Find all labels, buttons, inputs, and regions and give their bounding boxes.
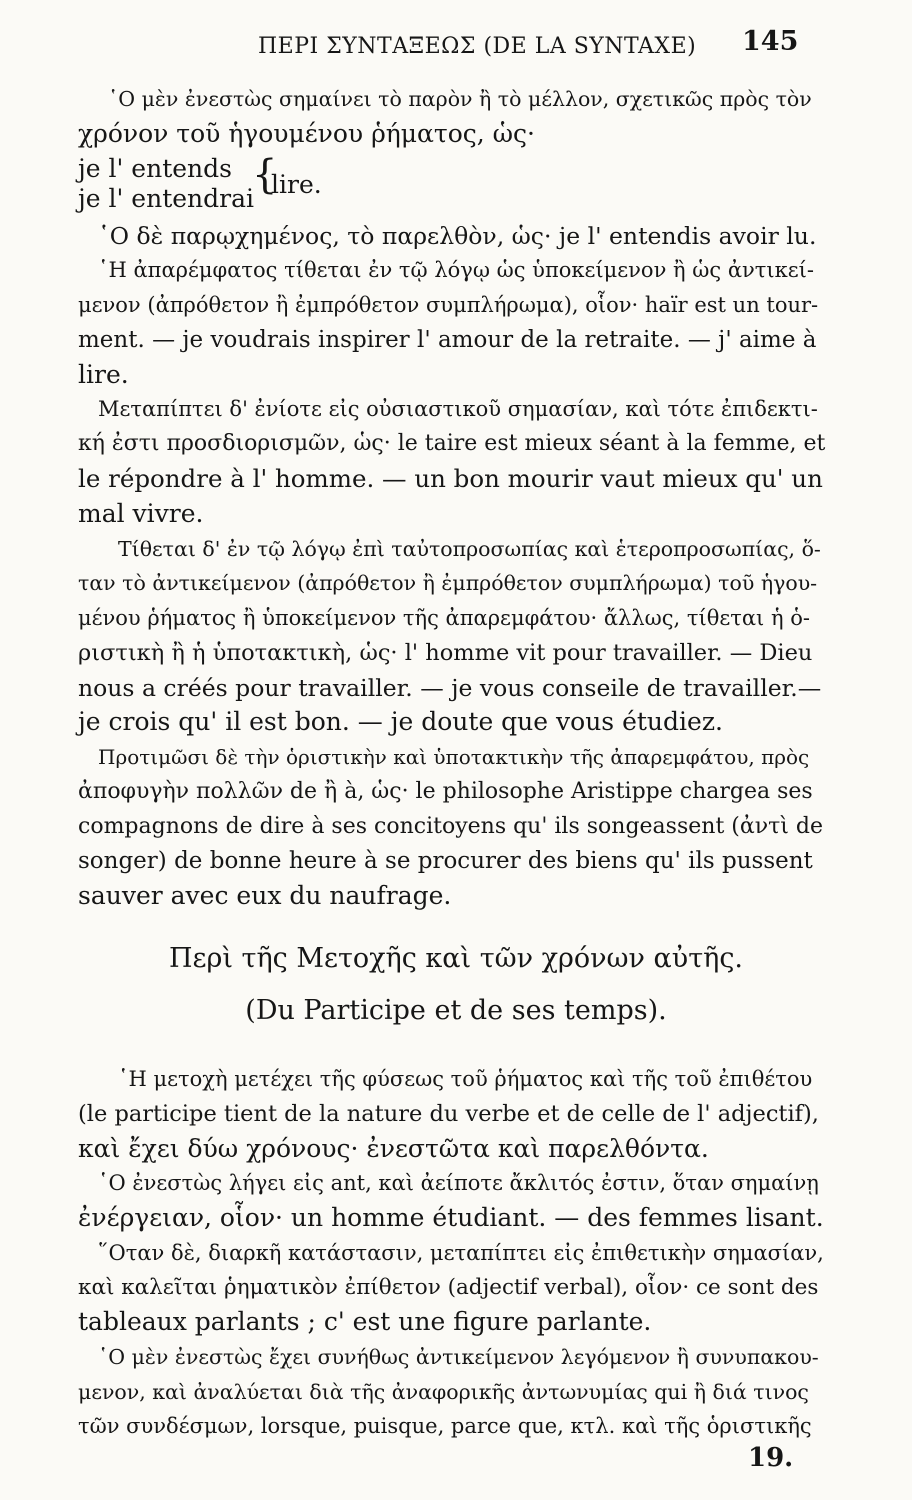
text-line: nous a créés pour travailler. — je vous conseile de travailler.— — [78, 674, 822, 702]
text-line: καὶ καλεῖται ῥηματικὸν ἐπίθετον (adjectif verbal), οἷον· ce sont des — [78, 1275, 819, 1300]
text-line: μενον, καὶ ἀναλύεται διὰ τῆς ἀναφορικῆς ἀντωνυμίας qui ἢ διά τινος — [78, 1380, 809, 1404]
text-line: τῶν συνδέσμων, lorsque, puisque, parce que, κτλ. καὶ τῆς ὁριστικῆς — [78, 1414, 812, 1438]
text-line: (le participe tient de la nature du verbe et de celle de l' adjectif), — [78, 1101, 819, 1127]
text-line: ἀποφυγὴν πολλῶν de ἢ à, ὡς· le philosophe Aristippe chargea ses — [78, 779, 813, 804]
text-line: je crois qu' il est bon. — je doute que vous étudiez. — [78, 707, 723, 736]
text-line: compagnons de dire à ses concitoyens qu' ils songeassent (ἀντὶ de — [78, 814, 823, 839]
text-line: ἐνέργειαν, οἷον· un homme étudiant. — des femmes lisant. — [78, 1203, 824, 1232]
text-line: ῾Ο ἐνεστὼς λήγει εἰς ant, καὶ ἀείποτε ἄκλιτός ἐστιν, ὅταν σημαίνῃ — [98, 1171, 819, 1195]
text-line: ῾Η μετοχὴ μετέχει τῆς φύσεως τοῦ ῥήματος καὶ τῆς τοῦ ἐπιθέτου — [118, 1067, 813, 1091]
text-line: Προτιμῶσι δὲ τὴν ὁριστικὴν καὶ ὑποτακτικὴν τῆς ἀπαρεμφάτου, πρὸς — [98, 745, 810, 769]
text-line: tableaux parlants ; c' est une figure parlante. — [78, 1307, 652, 1336]
text-line: ῾Ο μὲν ἐνεστὼς ἔχει συνήθως ἀντικείμενον λεγόμενον ἢ συνυπακου- — [98, 1345, 819, 1369]
text-line: κή ἐστι προσδιορισμῶν, ὡς· le taire est mieux séant à la femme, et — [78, 431, 826, 456]
section-heading-greek: Περὶ τῆς Μετοχῆς καὶ τῶν χρόνων αὐτῆς. — [168, 943, 744, 974]
example-line: je l' entendrai — [78, 184, 255, 213]
section-heading-french: (Du Participe et de ses temps). — [245, 995, 667, 1026]
brace-word: lire. — [271, 170, 322, 199]
text-line: ριστικὴ ἢ ἡ ὑποτακτικὴ, ὡς· l' homme vit pour travailler. — Dieu — [78, 640, 813, 666]
text-line: songer) de bonne heure à se procurer des biens qu' ils pussent — [78, 848, 813, 874]
text-line: mal vivre. — [78, 499, 204, 528]
running-header: ΠΕΡΙ ΣΥΝΤΑΞΕΩΣ (DE LA SYNTAXE) — [258, 34, 697, 59]
text-line: χρόνον τοῦ ἡγουμένου ῥήματος, ὡς· — [78, 119, 535, 148]
text-line: Μεταπίπτει δ' ἐνίοτε εἰς οὐσιαστικοῦ σημασίαν, καὶ τότε ἐπιδεκτι- — [98, 397, 818, 421]
page-number: 145 — [742, 26, 799, 57]
text-line: le répondre à l' homme. — un bon mourir vaut mieux qu' un — [78, 464, 823, 493]
text-line: ῾Ο μὲν ἐνεστὼς σημαίνει τὸ παρὸν ἢ τὸ μέλλον, σχετικῶς πρὸς τὸν — [108, 87, 812, 111]
text-line: ταν τὸ ἀντικείμενον (ἀπρόθετον ἢ ἐμπρόθετον συμπλήρωμα) τοῦ ἡγου- — [78, 571, 818, 595]
signature-mark: 19. — [748, 1443, 794, 1473]
example-line: je l' entends — [78, 154, 232, 183]
text-line: ῾Ο δὲ παρῳχημένος, τὸ παρελθὸν, ὡς· je l' entendis avoir lu. — [98, 222, 817, 250]
text-line: καὶ ἔχει δύω χρόνους· ἐνεστῶτα καὶ παρελθόντα. — [78, 1134, 709, 1163]
text-line: ῾Η ἀπαρέμφατος τίθεται ἐν τῷ λόγῳ ὡς ὑποκείμενον ἢ ὡς ἀντικεί- — [98, 258, 814, 282]
text-line: μένου ῥήματος ἢ ὑποκείμενον τῆς ἀπαρεμφάτου· ἄλλως, τίθεται ἡ ὁ- — [78, 606, 810, 630]
text-line: lire. — [78, 360, 129, 389]
text-line: sauver avec eux du naufrage. — [78, 881, 452, 910]
text-line: Τίθεται δ' ἐν τῷ λόγῳ ἐπὶ ταὐτοπροσωπίας καὶ ἑτεροπροσωπίας, ὅ- — [118, 537, 821, 561]
text-line: ment. — je voudrais inspirer l' amour de la retraite. — j' aime à — [78, 327, 817, 353]
text-line: μενον (ἀπρόθετον ἢ ἐμπρόθετον συμπλήρωμα), οἷον· haïr est un tour- — [78, 293, 819, 317]
text-line: ῞Οταν δὲ, διαρκῆ κατάστασιν, μεταπίπτει εἰς ἐπιθετικὴν σημασίαν, — [98, 1241, 824, 1265]
brace-symbol: { — [252, 152, 278, 198]
